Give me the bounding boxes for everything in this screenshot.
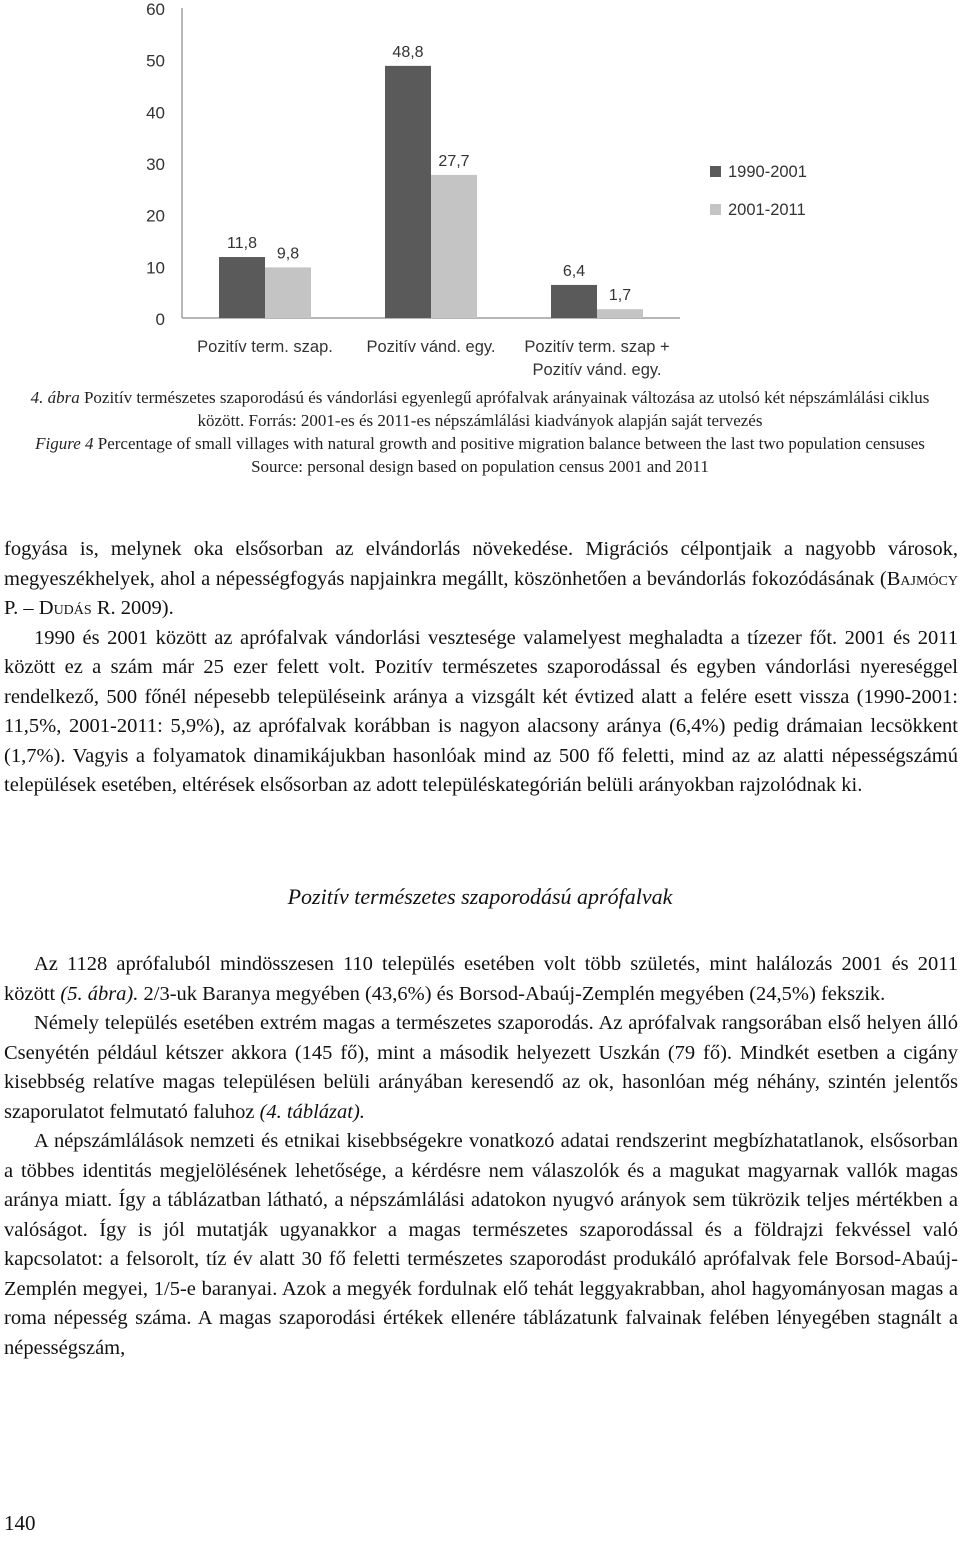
y-tick-label: 40: [146, 103, 165, 123]
paragraph-1-text-b: P. –: [4, 597, 39, 619]
section-title: Pozitív természetes szaporodású aprófalvak: [287, 884, 673, 909]
paragraph-1: [4, 535, 958, 624]
y-tick-label: 50: [146, 51, 165, 71]
paragraph-1-text-a: fogyása is, melynek oka elsősorban az elvándorlás növekedése. Migrációs célpontjaik a nagyobb városok, megyeszékhelyek, ahol a népességfogyás napjainkra megállt, köszönhetően a bevándorlás fokozódásának (: [4, 538, 958, 590]
body-text-upper: [4, 535, 958, 801]
legend-swatch: [710, 204, 721, 215]
y-tick-label: 60: [146, 0, 165, 19]
body-text-lower: [4, 950, 958, 1363]
figure-caption: [30, 386, 930, 478]
bar: [219, 257, 265, 318]
y-tick-label: 30: [146, 155, 165, 174]
paragraph-4-text: Némely település esetében extrém magas a természetes szaporodás. Az aprófalvak rangsorában első helyen álló Csenyétén például kétszer akkora (145 fő), mint a második helyezett Uszkán (79 fő). Mindkét esetben a cigány kisebbség relatíve magas településen belüli arányában keresendő az ok, hasonlóan még néhány, szintén jelentős szaporulatot felmutató faluhoz: [4, 1012, 958, 1123]
caption-en-label: Figure 4: [35, 434, 94, 453]
figure-reference: (5. ábra).: [60, 982, 139, 1005]
x-tick-label: Pozitív vánd. egy.: [366, 338, 496, 356]
legend-swatch: [710, 166, 721, 177]
x-tick-label: Pozitív term. szap.: [197, 338, 333, 356]
caption-english: [30, 432, 930, 455]
caption-hungarian: [30, 386, 930, 432]
caption-hu-label: 4. ábra: [30, 388, 80, 407]
data-label: 27,7: [438, 152, 470, 170]
paragraph-3: [4, 950, 958, 1009]
bar: [597, 309, 643, 318]
y-tick-label: 10: [146, 258, 165, 278]
x-tick-label: Pozitív term. szap +: [524, 338, 670, 356]
bar: [265, 267, 311, 318]
page-number: 140: [4, 1511, 36, 1535]
paragraph-2: 1990 és 2001 között az aprófalvak vándorlási vesztesége valamelyest meghaladta a tízezer főt. 2001 és 2011 között ez a szám már 25 ezer felett volt. Pozitív természetes szaporodással és egyben vándorlási nyereséggel rendelkező, 500 főnél népesebb településeink aránya a vizsgált két évtized alatt a felére esett vissza (1990-2001: 11,5%, 2001-2011: 5,9%), az aprófalvak korábban is nagyon alacsony aránya (6,4%) pedig drámaian lecsökkent (1,7%). Vagyis a folyamatok dinamikájukban hasonlóak mind az 500 fő feletti, mind az az alatti népességszámú települések esetében, eltérések elsősorban az adott településkategórián belüli arányokban rajzolódnak ki.: [4, 626, 958, 796]
data-label: 1,7: [608, 287, 632, 305]
paragraph-4: [4, 1009, 958, 1127]
table-reference: (4. táblázat).: [259, 1100, 365, 1123]
paragraph-1-text-c: R. 2009).: [91, 597, 174, 619]
data-label: 11,8: [227, 235, 257, 253]
x-tick-label: Pozitív vánd. egy.: [532, 361, 662, 379]
bar: [551, 285, 597, 318]
bar-chart: [0, 0, 960, 385]
data-label: 48,8: [392, 43, 424, 61]
y-tick-label: 0: [155, 310, 165, 329]
caption-hu-text: Pozitív természetes szaporodású és vándorlási egyenlegű aprófalvak arányainak változása az utolsó két népszámlálási ciklus között. Forrás: 2001-es és 2011-es népszámlálási kiadványok alapján saját tervezés: [79, 388, 930, 430]
bar: [385, 66, 431, 318]
legend-label: 1990-2001: [728, 163, 807, 181]
caption-source: Source: personal design based on population census 2001 and 2011: [251, 457, 709, 476]
paragraph-3-text-b: 2/3-uk Baranya megyében (43,6%) és Borsod-Abaúj-Zemplén megyében (24,5%) fekszik.: [138, 982, 886, 1005]
data-label: 6,4: [562, 262, 586, 280]
caption-en-text: Percentage of small villages with natural growth and positive migration balance between the last two population censuses: [93, 434, 925, 453]
y-tick-label: 20: [146, 206, 165, 226]
paragraph-5: A népszámlálások nemzeti és etnikai kisebbségekre vonatkozó adatai rendszerint megbízhatatlanok, elsősorban a többes identitás megjelölésének lehetősége, a kérdésre nem válaszolók és a magukat magyarnak vallók magas aránya miatt. Így a táblázatban látható, a népszámlálási adatokon nyugvó arányok sem tükrözik teljes mértékben a valóságot. Így is jól mutatják ugyanakkor a magas természetes szaporodással és a földrajzi fekvéssel való kapcsolatot: a felsorolt, tíz év alatt 30 fő feletti természetes szaporodást produkáló aprófalvak fele Borsod-Abaúj-Zemplén megyei, 1/5-e baranyai. Azok a megyék fordulnak elő tehát leggyakrabban, ahol hagyományosan magas a roma népesség száma. A magas szaporodási értékek ellenére táblázatunk falvainak felében lényegében stagnált a népességszám,: [4, 1130, 958, 1359]
citation-author-2: Dudás: [38, 597, 92, 619]
data-label: 9,8: [276, 245, 300, 263]
legend-label: 2001-2011: [728, 201, 806, 219]
bar: [431, 175, 477, 318]
citation-author-1: Bajmócy: [886, 567, 958, 590]
paragraph-3-text-a: Az 1128 aprófaluból mindösszesen 110 település esetében volt több születés, mint halálozás 2001 és 2011 között: [4, 953, 958, 1005]
